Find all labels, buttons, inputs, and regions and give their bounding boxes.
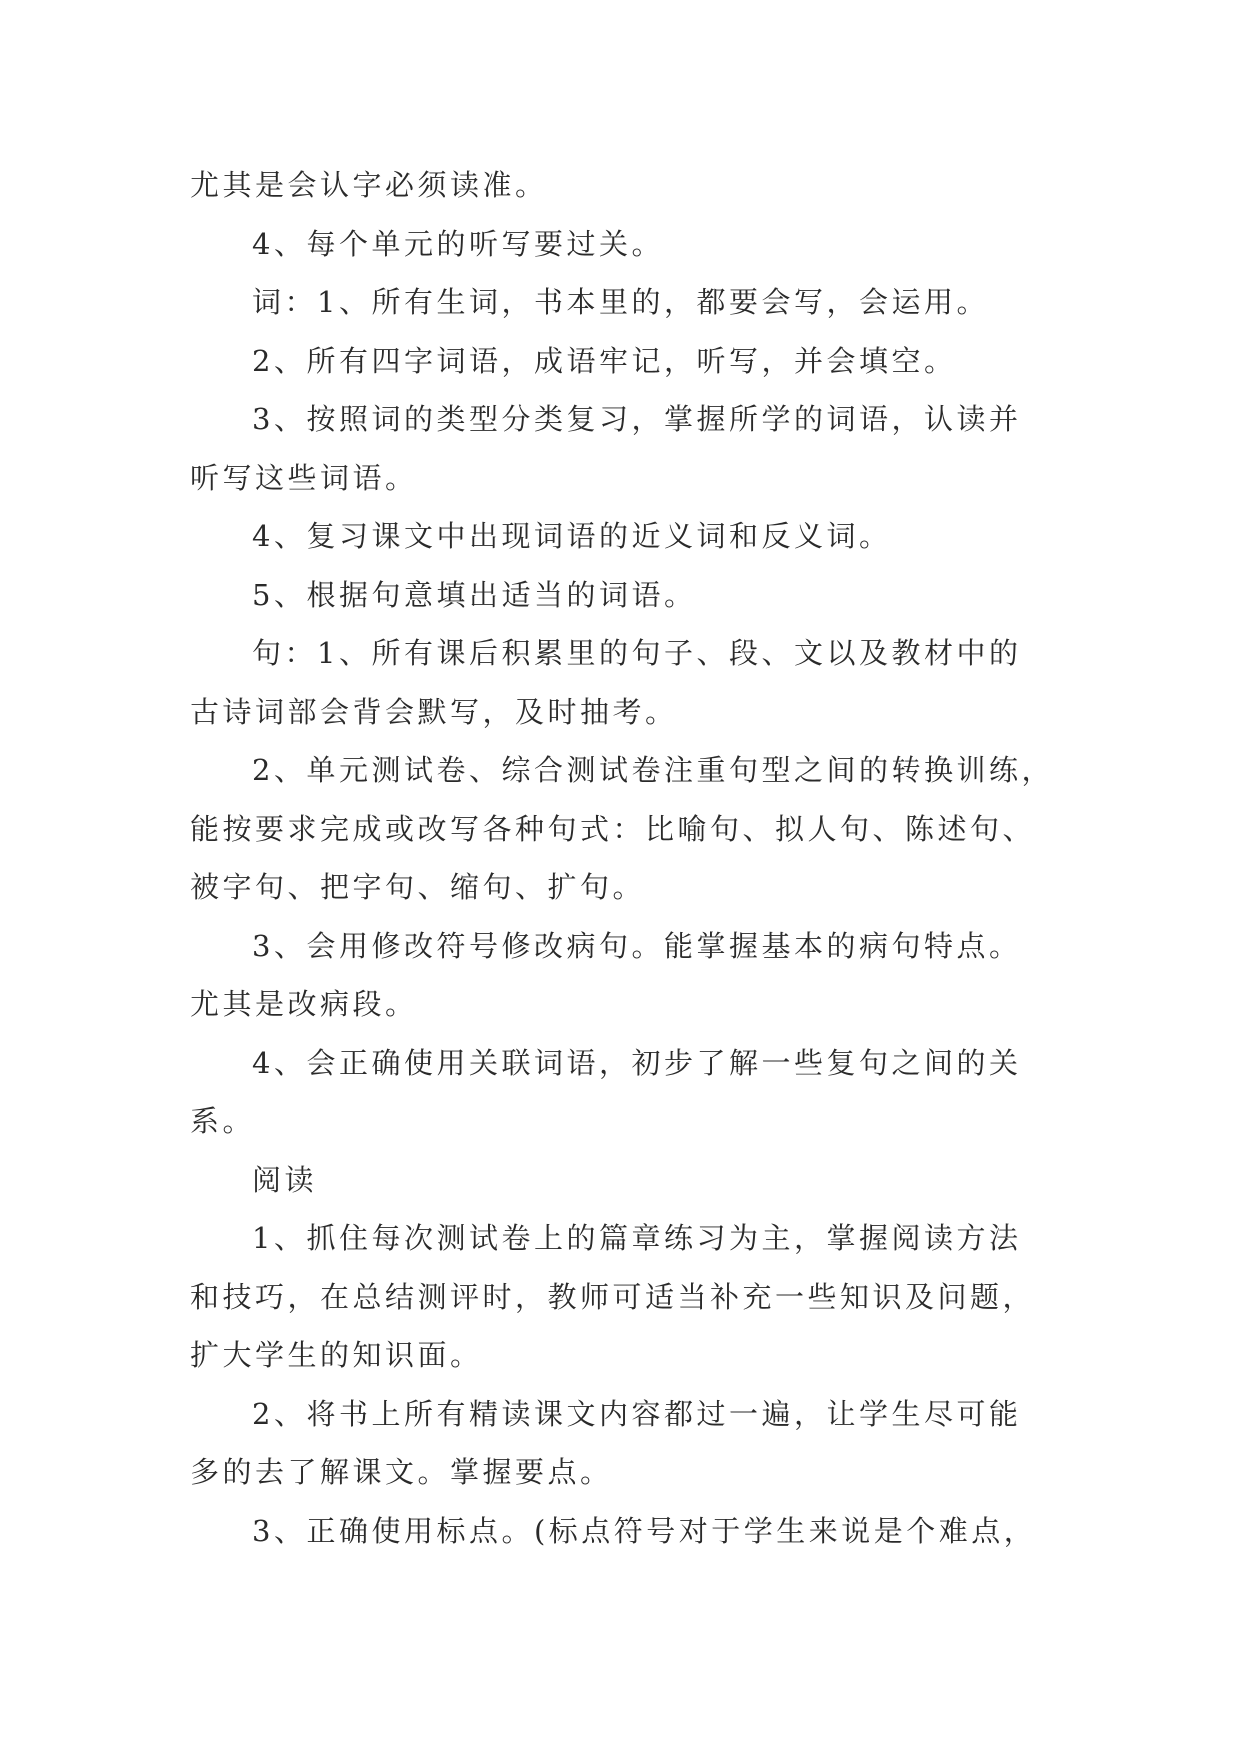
text-line: 尤其是会认字必须读准。 <box>190 168 548 202</box>
text-line: 系。 <box>190 1104 256 1138</box>
text-line: 词：1、所有生词，书本里的，都要会写，会运用。 <box>252 285 989 319</box>
text-line: 多的去了解课文。掌握要点。 <box>190 1455 613 1489</box>
text-line: 3、按照词的类型分类复习，掌握所学的词语，认读并 <box>252 402 1022 436</box>
text-line: 2、单元测试卷、综合测试卷注重句型之间的转换训练， <box>252 753 1054 787</box>
text-line: 听写这些词语。 <box>190 460 418 495</box>
text-line: 扩大学生的知识面。 <box>190 1338 483 1372</box>
text-line: 被字句、把字句、缩句、扩句。 <box>190 870 646 904</box>
text-line: 4、会正确使用关联词语，初步了解一些复句之间的关 <box>252 1045 1022 1080</box>
text-line: 5、根据句意填出适当的词语。 <box>252 577 697 612</box>
text-line: 3、会用修改符号修改病句。能掌握基本的病句特点。 <box>252 928 1022 963</box>
text-line: 1、抓住每次测试卷上的篇章练习为主，掌握阅读方法 <box>252 1221 1022 1255</box>
text-line: 能按要求完成或改写各种句式：比喻句、拟人句、陈述句、 <box>190 811 1036 846</box>
text-line: 句：1、所有课后积累里的句子、段、文以及教材中的 <box>252 636 1022 670</box>
document-body <box>190 156 1060 1560</box>
text-line: 阅读 <box>252 1162 318 1197</box>
text-line: 和技巧，在总结测评时，教师可适当补充一些知识及问题， <box>190 1279 1036 1314</box>
text-line: 尤其是改病段。 <box>190 987 418 1021</box>
text-line: 2、将书上所有精读课文内容都过一遍，让学生尽可能 <box>252 1396 1022 1431</box>
text-line: 4、复习课文中出现词语的近义词和反义词。 <box>252 519 892 553</box>
text-line: 3、正确使用标点。(标点符号对于学生来说是个难点， <box>252 1513 1037 1548</box>
text-line: 古诗词部会背会默写，及时抽考。 <box>190 694 678 729</box>
text-line: 2、所有四字词语，成语牢记，听写，并会填空。 <box>252 343 957 378</box>
text-line: 4、每个单元的听写要过关。 <box>252 226 664 261</box>
